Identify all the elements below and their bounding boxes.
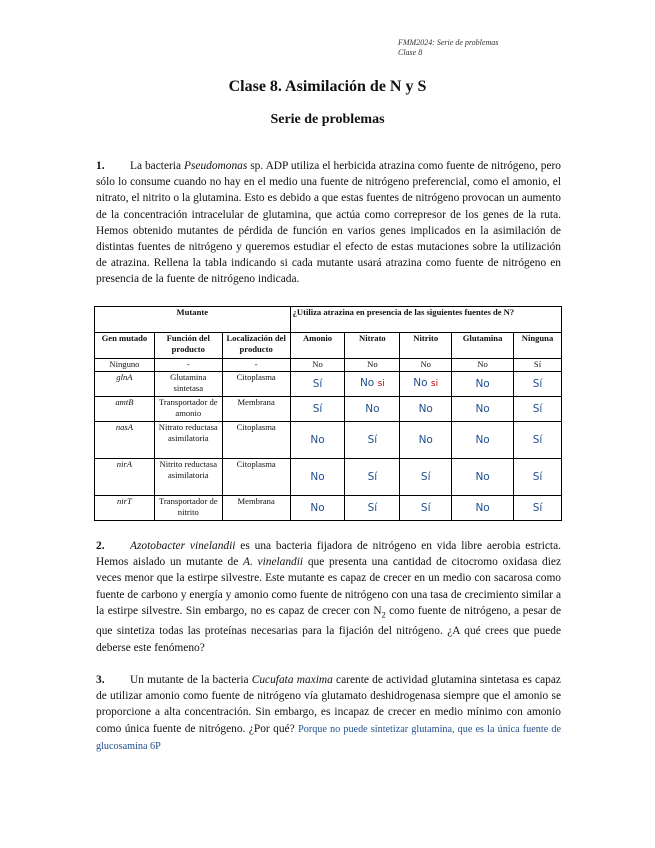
location-cell: Membrana [222,397,290,422]
answer-value: No [312,359,323,369]
answer-cell [400,359,452,372]
answer-cell [514,459,562,496]
gene-cell: nirA [95,459,155,496]
col-source-header: Nitrito [400,333,452,359]
question-3-number: 3. [96,674,105,686]
answer-cell [514,422,562,459]
answer-cell [452,422,514,459]
table-row [95,372,562,397]
answer-cell [514,359,562,372]
table-row [95,397,562,422]
question-2-text-a: es una bacteria fijadora de nitrógeno en vida libre aerobia estricta. Hemos aislado un mutante de [96,540,562,569]
answer-cell [400,496,452,521]
question-2-subscript: 2 [381,610,386,620]
answer-cell [452,397,514,422]
answer-cell [452,359,514,372]
answer-value: No [475,501,490,514]
question-2-number: 2. [96,540,105,552]
answer-value: No [420,359,431,369]
answer-cell [345,372,400,397]
function-cell: Transportador de amonio [154,397,222,422]
page-title: Clase 8. Asimilación de N y S [228,78,427,95]
gene-cell: nasA [95,422,155,459]
answer-cell [514,397,562,422]
group-question-header: ¿Utiliza atrazina en presencia de las siguientes fuentes de N? [290,307,561,333]
location-cell: - [222,359,290,372]
header-note-line1: FMM2024: Serie de problemas [398,38,499,47]
gene-cell: nirT [95,496,155,521]
answer-cell [400,422,452,459]
page-subtitle: Serie de problemas [270,112,385,127]
question-3 [96,672,561,755]
question-3-organism: Cucufata maxima [251,674,333,686]
answer-correction: si [430,379,439,389]
answer-cell [290,359,345,372]
col-function-header: Función del producto [154,333,222,359]
answer-value: Sí [367,433,378,446]
answer-value: Sí [420,501,431,514]
mutant-table [94,306,562,521]
question-2-organism-short: A. vinelandii [243,556,304,569]
question-1-pre: La bacteria [130,160,184,172]
answer-cell [514,496,562,521]
answer-value: Sí [533,359,542,369]
answer-value: No [310,501,325,514]
col-source-header: Glutamina [452,333,514,359]
col-source-header: Amonio [290,333,345,359]
answer-cell [514,372,562,397]
question-1-number: 1. [96,160,105,172]
question-1-text: sp. ADP utiliza el herbicida atrazina como fuente de nitrógeno, pero sólo lo consume cuando no hay en el medio una fuente de nitrógeno preferencial, como el amonio, el nitrato, el nitrito o la glutamina. Esto es debido a que estas fuentes de nitrógeno provocan un aumento de la concentración intracelular de glutamina, que actúa como correpresor de los genes de la ruta. Hemos obtenido mutantes de pérdida de función en varios genes implicados en la asimilación de distintas fuentes de nitrógeno y queremos estudiar el efecto de estas mutaciones sobre la utilización de atrazina. Rellena la tabla indicando si cada mutante usará atrazina como fuente de nitrógeno en presencia de la fuente de nitrógeno indicada. [96,160,561,286]
answer-cell [345,422,400,459]
table-row [95,359,562,372]
answer-cell [290,422,345,459]
question-3-pre: Un mutante de la bacteria [130,674,252,686]
answer-value: Sí [420,470,431,483]
column-header-row [95,333,562,359]
answer-value: No [418,433,433,446]
answer-cell [452,372,514,397]
answer-value: Sí [312,377,323,390]
answer-value: No [475,377,490,390]
answer-value: Sí [367,470,378,483]
location-cell: Membrana [222,496,290,521]
answer-cell [345,496,400,521]
answer-cell [345,459,400,496]
function-cell: Glutamina sintetasa [154,372,222,397]
answer-cell [345,397,400,422]
table-row [95,459,562,496]
answer-value: No [359,377,375,389]
answer-value: No [310,433,325,446]
answer-cell [290,372,345,397]
gene-cell: amtB [95,397,155,422]
col-location-header: Localización del producto [222,333,290,359]
function-cell: - [154,359,222,372]
answer-value: Sí [312,402,323,415]
answer-cell [290,496,345,521]
answer-value: No [475,470,490,483]
question-3-text: carente de actividad glutamina sintetasa es capaz de utilizar amonio como fuente de nitrógeno vía glutamato deshidrogenasa siempre que el amonio se proporcione a alta concentración. Sin embargo, es incapaz de crecer en medio mínimo con amonio como única fuente de nitrógeno. ¿Por qué? [96,674,561,735]
gene-cell: Ninguno [95,359,155,372]
col-source-header: Nitrato [345,333,400,359]
answer-correction: si [377,379,385,389]
answer-value: No [475,402,490,415]
question-2-organism: Azotobacter vinelandii [130,540,236,552]
gene-cell: glnA [95,372,155,397]
function-cell: Transportador de nitrito [154,496,222,521]
answer-value: No [418,402,433,415]
question-2 [96,538,561,656]
group-mutant-header: Mutante [95,307,291,333]
answer-value: No [413,377,428,389]
answer-cell [452,459,514,496]
question-1 [96,158,561,288]
col-source-header: Ninguna [514,333,562,359]
table-row [95,496,562,521]
answer-value: Sí [532,470,543,483]
answer-value: Sí [532,402,543,415]
location-cell: Citoplasma [222,372,290,397]
function-cell: Nitrato reductasa asimilatoria [154,422,222,459]
col-gene-header: Gen mutado [95,333,155,359]
header-note [398,38,498,58]
function-cell: Nitrito reductasa asimilatoria [154,459,222,496]
location-cell: Citoplasma [222,422,290,459]
answer-cell [345,359,400,372]
question-2-text-c: como fuente de nitrógeno, a pesar de que sintetiza todas las proteínas necesarias para la fijación del nitrógeno. ¿A qué crees que puede deberse este fenómeno? [96,604,561,654]
answer-value: Sí [532,501,543,514]
table-row [95,422,562,459]
answer-value: No [367,359,378,369]
answer-value: No [475,433,490,446]
question-2-text-b: que presenta una cantidad de citocromo oxidasa diez veces menor que la estirpe silvestre. Este mutante es capaz de crecer en un medio con sacarosa como fuente de carbono y energía y amonio como fuente de nitrógeno con una tasa de crecimiento similar a la estirpe silvestre. Sin embargo, no es capaz de crecer con N [96,556,562,617]
answer-cell [400,372,452,397]
answer-cell [290,459,345,496]
question-1-organism: Pseudomonas [184,160,248,172]
answer-value: No [310,470,325,483]
question-3-answer: Porque no puede sintetizar glutamina, que es la única fuente de glucosamina 6P [96,723,561,752]
answer-value: Sí [367,501,378,514]
answer-cell [290,397,345,422]
answer-value: Sí [532,433,543,446]
answer-cell [452,496,514,521]
answer-value: No [477,359,488,369]
answer-value: Sí [532,377,543,390]
answer-value: No [365,402,380,415]
header-note-line2: Clase 8 [398,48,423,57]
answer-cell [400,459,452,496]
location-cell: Citoplasma [222,459,290,496]
answer-cell [400,397,452,422]
